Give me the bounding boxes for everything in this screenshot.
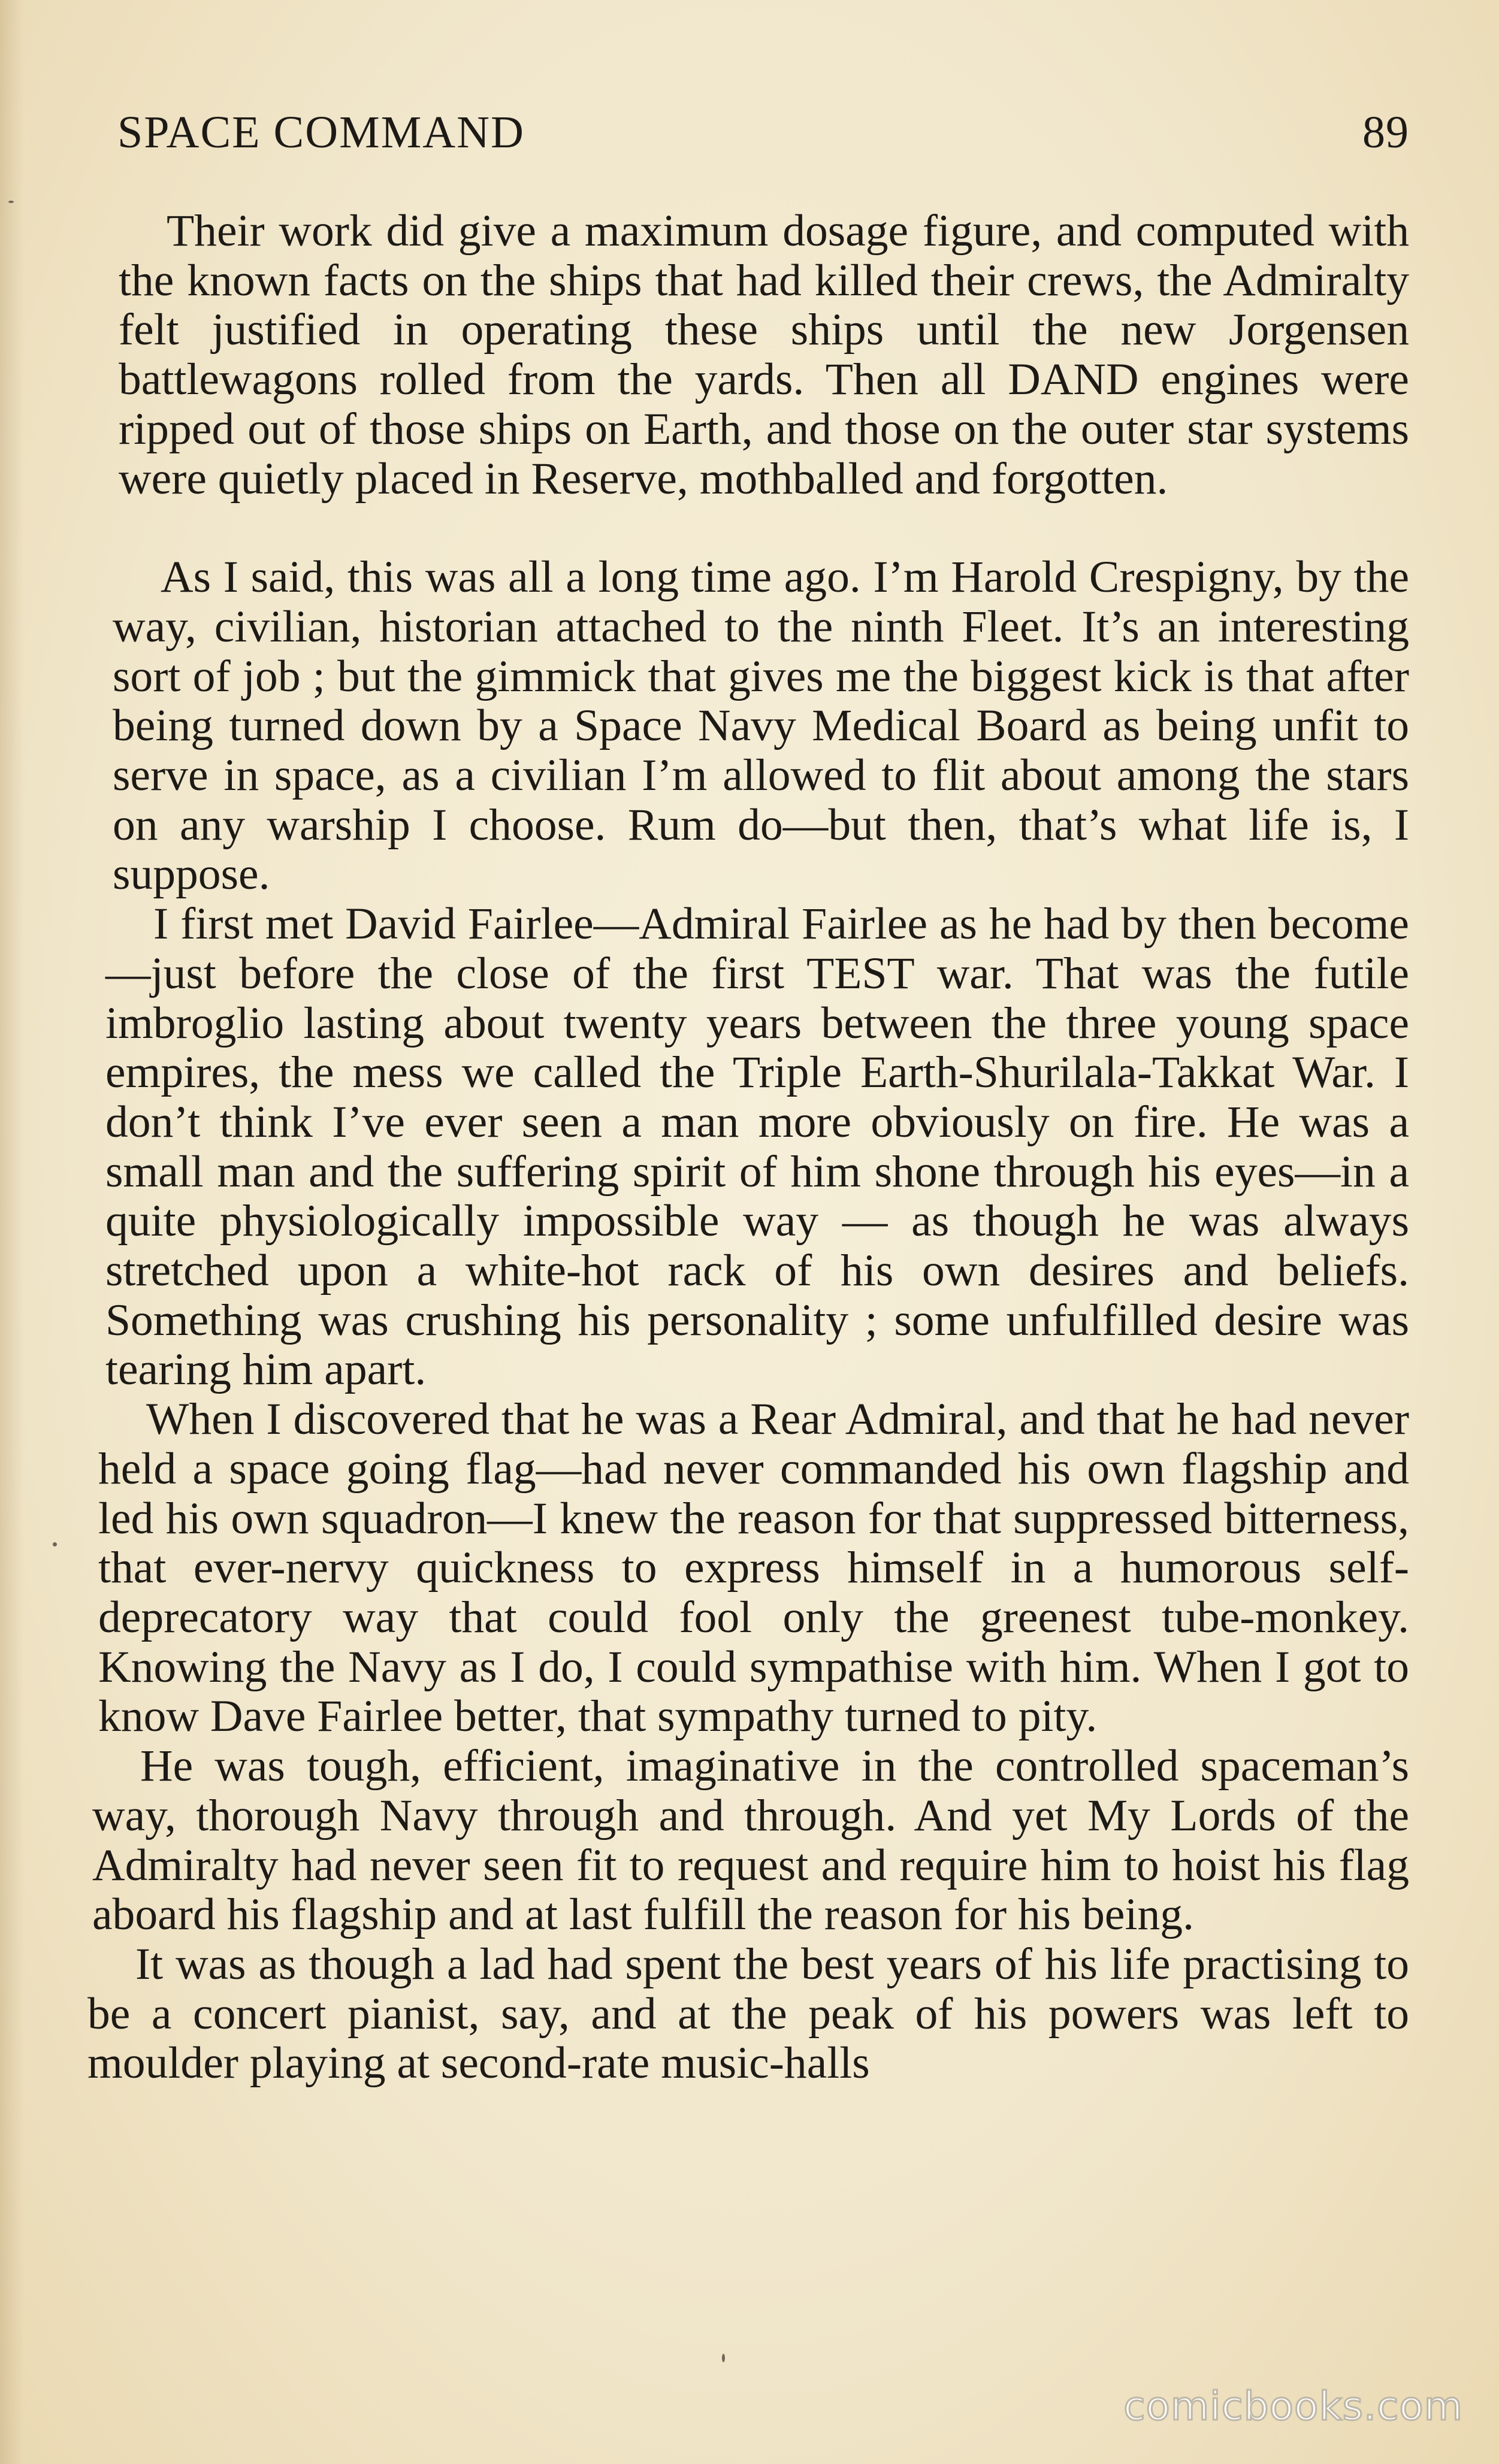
- paragraph-4: When I discovered that he was a Rear Admiral, and that he had never held a space going flag—had never commanded his own flagship and led his own squadron—I knew the reason for that suppressed bitterness, that ever-nervy quickness to express himself in a humorous self-deprecatory way that could fool only the greenest tube-monkey. Knowing the Navy as I do, I could sympathise with him. When I got to know Dave Fairlee better, that sympathy turned to pity.: [98, 1394, 1409, 1742]
- page-number: 89: [1362, 107, 1409, 158]
- paragraph-2: As I said, this was all a long time ago. I’m Harold Crespigny, by the way, civilian, historian attached to the ninth Fleet. It’s an interesting sort of job ; but the gimmick that gives me the biggest kick is that after being turned down by a Space Navy Medical Board as being unfit to serve in space, as a civilian I’m allowed to flit about among the stars on any warship I choose. Rum do—but then, that’s what life is, I suppose.: [113, 552, 1409, 900]
- paragraph-5: He was tough, efficient, imaginative in the controlled spaceman’s way, thorough Navy through and through. And yet My Lords of the Admiralty had never seen fit to request and require him to hoist his flag aboard his flagship and at last fulfill the reason for his being.: [92, 1741, 1409, 1940]
- body-text: [84, 207, 1409, 2088]
- book-title: SPACE COMMAND: [117, 107, 525, 158]
- paragraph-3: I first met David Fairlee—Admiral Fairlee as he had by then become—just before the close of the first TEST war. That was the futile imbroglio lasting about twenty years between the three young space empires, the mess we called the Triple Earth-Shurilala-Takkat War. I don’t think I’ve ever seen a man more obviously on fire. He was a small man and the suffering spirit of him shone through his eyes—in a quite physiologically impossible way — as though he was always stretched upon a white-hot rack of his own desires and beliefs. Something was crushing his personality ; some unfulfilled desire was tearing him apart.: [105, 899, 1409, 1395]
- print-speck: [722, 2354, 725, 2362]
- paragraph-6: It was as though a lad had spent the best years of his life practising to be a concert pianist, say, and at the peak of his powers was left to moulder playing at second-rate music-halls: [87, 1939, 1409, 2088]
- watermark: comicbooks.com: [1123, 2383, 1463, 2429]
- running-header: [117, 107, 1409, 167]
- page-edge-shadow: [0, 0, 24, 2464]
- paragraph-1: Their work did give a maximum dosage figure, and computed with the known facts on the ships that had killed their crews, the Admiralty felt justified in operating these ships until the new Jorgensen battlewagons rolled from the yards. Then all DAND engines were ripped out of those ships on Earth, and those on the outer star systems were quietly placed in Reserve, mothballed and forgotten.: [119, 206, 1409, 504]
- print-speck: [8, 201, 14, 203]
- print-speck: [53, 1542, 57, 1546]
